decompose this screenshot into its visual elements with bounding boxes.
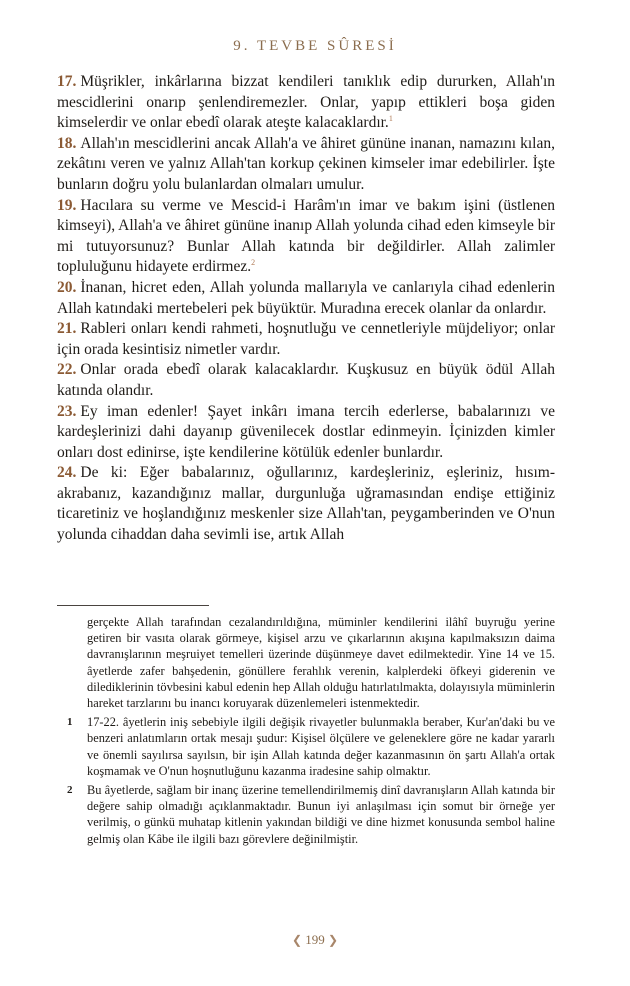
ornament-left-icon: ❮	[291, 933, 302, 947]
verse-text: Onlar orada ebedî olarak kalacaklardır. Kuşkusuz en büyük ödül Allah katında olandır.	[57, 361, 555, 399]
ornament-right-icon: ❯	[328, 933, 339, 947]
footnote-continued	[57, 614, 555, 711]
verse-number: 23.	[57, 402, 77, 420]
footnote-ref[interactable]: 1	[388, 114, 393, 124]
verse	[57, 134, 555, 196]
page-number-value: 199	[305, 932, 325, 947]
footnote-text: gerçekte Allah tarafından cezalandırıldığına, müminler kendilerini ilâhî buyruğu yerine getiren bir vasıta olarak görmeye, kişisel arzu ve çıkarlarının akışına kapılmaksızın daima davranışlarının meşruiyet temelleri üzerinde düşünmeye davet edilmektedir. Yine 14 ve 15. âyetlerde zafer bahşedenin, gönüllere ferahlık verenin, kalplerdeki öfkeyi giderenin ve dilediklerinin tövbesini kabul edenin hep Allah olduğu hatırlatılmakta, dolayısıyla müminlerin hareket tarzlarını bu inancı koruyarak düzenlemeleri istenmektedir.	[87, 615, 555, 711]
footnote-marker: 1	[67, 716, 73, 729]
verse	[57, 463, 555, 545]
verse-number: 17.	[57, 73, 77, 90]
footnote-marker: 2	[67, 784, 73, 797]
verse	[57, 319, 555, 360]
verse-number: 18.	[57, 134, 77, 152]
verse	[57, 196, 555, 278]
verse-text: Hacılara su verme ve Mescid-i Harâm'ın imar ve bakım işini (üstlenen kimseyi), Allah'a ve âhiret gününe inanıp Allah yolunda cihad eden kimseyle bir mi tutuyorsunuz? Bunlar Allah katında bir değildirler. Allah zalimler topluluğunu hidayete erdirmez.	[57, 196, 555, 276]
verse	[57, 360, 555, 401]
page-number	[0, 932, 630, 948]
verse-number: 19.	[57, 196, 77, 214]
verse-number: 24.	[57, 464, 77, 482]
verse-text: Allah'ın mescidlerini ancak Allah'a ve âhiret gününe inanan, namazını kılan, zekâtını veren ve yalnız Allah'tan korkup çekinen kimseler imar edebilirler. İşte bunların doğru yolu bulanlardan olmaları umulur.	[57, 134, 555, 193]
footnote-divider	[57, 605, 209, 606]
footnote	[57, 714, 555, 779]
running-header: 9. TEVBE SÛRESİ	[233, 38, 397, 54]
verse-number: 20.	[57, 278, 77, 296]
verse-text: Ey iman edenler! Şayet inkârı imana tercih ederlerse, babalarınızı ve kardeşlerinizi dahi dayanıp güvenilecek dostlar edinmeyin. İçinizden kimler onları dost edinirse, işte kendilerine kötülük edenler bunlardır.	[57, 402, 555, 461]
verse-body	[57, 72, 555, 546]
verse	[57, 72, 555, 134]
verse	[57, 278, 555, 319]
footnote	[57, 782, 555, 847]
footnotes	[57, 614, 555, 850]
verse-number: 22.	[57, 361, 77, 379]
footnote-text: Bu âyetlerde, sağlam bir inanç üzerine temellendirilmemiş dinî davranışların Allah katında bir değere sahip olmadığı açıklanmaktadır. Bunun iyi anlaşılması için somut bir örneğe yer verilmiş, o günkü muhatap kitlenin yakından bildiği ve dine hizmet konusunda sembol haline gelmiş olan Kâbe ile ilgili bazı görevlere değinilmiştir.	[87, 783, 555, 846]
verse-text: Rableri onları kendi rahmeti, hoşnutluğu ve cennetleriyle müjdeliyor; onlar için orada kesintisiz nimetler vardır.	[57, 320, 555, 358]
footnote-ref[interactable]: 2	[251, 258, 256, 268]
verse-number: 21.	[57, 320, 77, 338]
verse-text: De ki: Eğer babalarınız, oğullarınız, kardeşleriniz, eşleriniz, hısım-akrabanız, kazandığınız mallar, durgunluğa uğramasından endişe ettiğiniz ticaretiniz ve hoşlandığınız meskenler size Allah'tan, peygamberinden ve O'nun yolunda cihaddan daha sevimli ise, artık Allah	[57, 464, 555, 544]
verse-text: Müşrikler, inkârlarına bizzat kendileri tanıklık edip dururken, Allah'ın mescidlerini onarıp şenlendiremezler. Onlar, yapıp ettikleri boşa giden kimselerdir ve onlar ebedî olarak ateşte kalacaklardır.	[57, 73, 555, 132]
footnote-text: 17-22. âyetlerin iniş sebebiyle ilgili değişik rivayetler bulunmakla beraber, Kur'an'daki bu ve benzeri anlatımların ortak mesajı şudur: Kişisel ölçülere ve geleneklere göre ne kadar yararlı ve önemli sayılırsa sayılsın, bir işin Allah katında değer kazanmasının ön şartı Allah'a ortak koşmamak ve O'nun hoşnutluğunu kazanma iradesine sahip olmaktır.	[87, 715, 555, 778]
verse	[57, 402, 555, 464]
verse-text: İnanan, hicret eden, Allah yolunda mallarıyla ve canlarıyla cihad edenlerin Allah katındaki mertebeleri pek büyüktür. Muradına erecek olanlar da onlardır.	[57, 278, 555, 317]
